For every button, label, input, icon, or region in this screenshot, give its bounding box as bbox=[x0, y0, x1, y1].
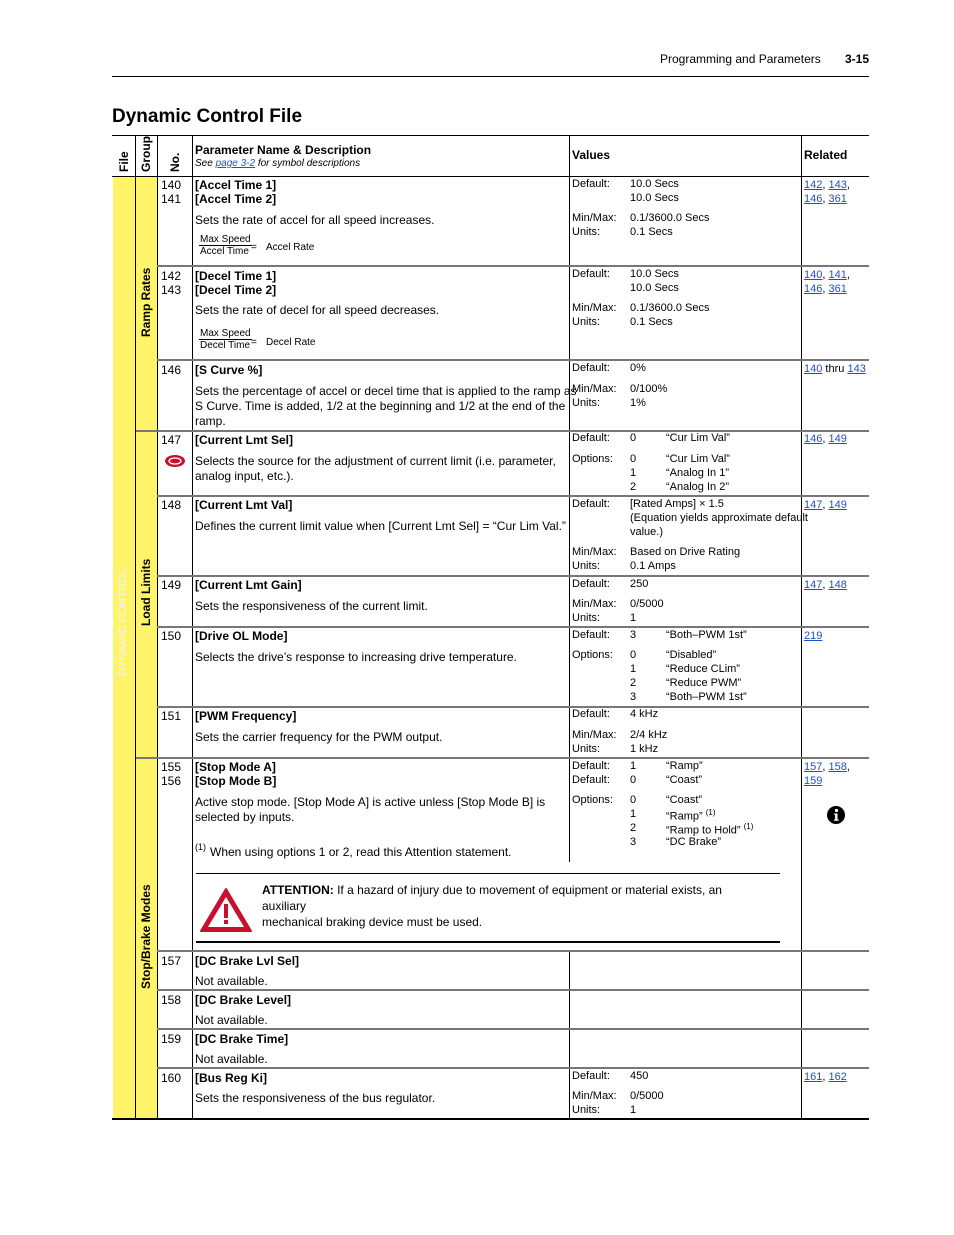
col-header-related: Related bbox=[804, 148, 848, 162]
table-bottom-rule bbox=[112, 1118, 869, 1120]
param-name: [DC Brake Level] bbox=[195, 993, 292, 1007]
param-number: 140 bbox=[161, 178, 182, 192]
param-name: [S Curve %] bbox=[195, 363, 263, 377]
option-text: “DC Brake” bbox=[666, 836, 722, 848]
minmax-value: 0.1/3600.0 Secs bbox=[630, 212, 710, 224]
info-icon bbox=[826, 805, 846, 828]
param-description: ramp. bbox=[195, 414, 226, 428]
param-number: 157 bbox=[161, 954, 182, 968]
param-number: 146 bbox=[161, 363, 182, 377]
param-number: 160 bbox=[161, 1071, 182, 1085]
units-label: Units: bbox=[572, 316, 601, 328]
related-link[interactable]: 161 bbox=[804, 1071, 823, 1083]
symbol-page-link[interactable]: page 3-2 bbox=[215, 158, 256, 169]
attention-bottom-rule bbox=[196, 941, 780, 943]
param-description: Defines the current limit value when [Current Lmt Sel] = “Cur Lim Val.” bbox=[195, 519, 566, 533]
option-text: “Analog In 1” bbox=[666, 467, 729, 479]
default-value: 10.0 Secs bbox=[630, 192, 679, 204]
related-link[interactable]: 147 bbox=[804, 499, 823, 511]
units-value: 0.1 Amps bbox=[630, 560, 676, 572]
minmax-label: Min/Max: bbox=[572, 383, 617, 395]
related-links: 147, 148 bbox=[804, 579, 847, 591]
related-link[interactable]: 159 bbox=[804, 775, 823, 787]
units-value: 1 bbox=[630, 612, 637, 624]
formula-result: Decel Rate bbox=[266, 337, 316, 348]
default-value: 450 bbox=[630, 1070, 649, 1082]
row-rule bbox=[157, 989, 869, 991]
default-label: Default: bbox=[572, 760, 610, 772]
col-rule-values-b bbox=[801, 951, 802, 1120]
units-value: 1% bbox=[630, 397, 646, 409]
related-links: 161, 162 bbox=[804, 1071, 847, 1083]
default-note: value.) bbox=[630, 526, 664, 538]
default-label: Default: bbox=[572, 708, 610, 720]
units-label: Units: bbox=[572, 1104, 601, 1116]
related-link[interactable]: 143 bbox=[847, 363, 866, 375]
col-rule-file bbox=[135, 135, 136, 1120]
related-link[interactable]: 146 bbox=[804, 433, 823, 445]
param-number: 143 bbox=[161, 283, 182, 297]
option-number: 1 bbox=[630, 467, 637, 479]
param-number: 151 bbox=[161, 709, 182, 723]
related-link[interactable]: 140 bbox=[804, 363, 823, 375]
default-label: Default: bbox=[572, 1070, 610, 1082]
param-number: 148 bbox=[161, 498, 182, 512]
param-number: 150 bbox=[161, 629, 182, 643]
option-number: 0 bbox=[630, 794, 637, 806]
related-links: 140 thru 143 bbox=[804, 363, 866, 375]
default-label: Default: bbox=[572, 774, 610, 786]
param-description: Sets the responsiveness of the bus regulator. bbox=[195, 1091, 436, 1105]
param-name: [Current Lmt Val] bbox=[195, 498, 293, 512]
param-description: Sets the carrier frequency for the PWM output. bbox=[195, 730, 443, 744]
row-rule bbox=[157, 495, 869, 497]
default-note: (Equation yields approximate default bbox=[630, 512, 808, 524]
param-number: 141 bbox=[161, 192, 182, 206]
related-link[interactable]: 143 bbox=[828, 179, 847, 191]
minmax-label: Min/Max: bbox=[572, 729, 617, 741]
minmax-value: 2/4 kHz bbox=[630, 729, 668, 741]
param-name: [DC Brake Lvl Sel] bbox=[195, 954, 300, 968]
footnote-mark: (1) bbox=[195, 842, 206, 852]
units-value: 0.1 Secs bbox=[630, 226, 673, 238]
related-link[interactable]: 149 bbox=[828, 499, 847, 511]
related-links: 147, 149 bbox=[804, 499, 847, 511]
formula-equals: = bbox=[251, 337, 257, 348]
option-number: 1 bbox=[630, 663, 637, 675]
page-number: 3-15 bbox=[845, 52, 870, 66]
minmax-label: Min/Max: bbox=[572, 1090, 617, 1102]
option-text: “Both–PWM 1st” bbox=[666, 691, 747, 703]
param-name: [Stop Mode B] bbox=[195, 774, 277, 788]
default-value: 0 bbox=[630, 774, 637, 786]
default-value: 4 kHz bbox=[630, 708, 659, 720]
col-header-name: Parameter Name & Description bbox=[195, 143, 372, 157]
default-value: 3 bbox=[630, 629, 637, 641]
running-header: Programming and Parameters bbox=[660, 52, 821, 66]
param-name: [PWM Frequency] bbox=[195, 709, 297, 723]
param-number: 142 bbox=[161, 269, 182, 283]
row-rule bbox=[157, 626, 869, 628]
option-number: 0 bbox=[630, 649, 637, 661]
default-label: Default: bbox=[572, 498, 610, 510]
row-rule bbox=[157, 1067, 869, 1069]
col-header-no: No. bbox=[168, 152, 182, 172]
param-description: Not available. bbox=[195, 974, 268, 988]
param-description: Selects the source for the adjustment of current limit (i.e. parameter, bbox=[195, 454, 556, 468]
param-description: Not available. bbox=[195, 1013, 268, 1027]
option-number: 2 bbox=[630, 481, 637, 493]
option-number: 2 bbox=[630, 822, 637, 834]
stop-drive-icon bbox=[164, 454, 186, 471]
option-text: “Cur Lim Val” bbox=[666, 453, 730, 465]
options-label: Options: bbox=[572, 794, 613, 806]
header-rule bbox=[112, 76, 869, 77]
col-header-values: Values bbox=[572, 148, 611, 162]
default-value: 0% bbox=[630, 362, 646, 374]
related-link[interactable]: 162 bbox=[828, 1071, 847, 1083]
units-label: Units: bbox=[572, 397, 601, 409]
related-link[interactable]: 158 bbox=[828, 761, 847, 773]
param-name: [Accel Time 1] bbox=[195, 178, 277, 192]
attention-top-rule bbox=[196, 873, 780, 874]
default-text: “Ramp” bbox=[666, 760, 703, 772]
footnote-text: When using options 1 or 2, read this Attention statement. bbox=[210, 845, 512, 859]
related-link[interactable]: 157 bbox=[804, 761, 823, 773]
default-value: 10.0 Secs bbox=[630, 178, 679, 190]
col-rule-values-a bbox=[801, 135, 802, 950]
default-value: 0 bbox=[630, 432, 637, 444]
formula-fraction: Max Speed Accel Time bbox=[200, 234, 251, 257]
related-link[interactable]: 142 bbox=[804, 179, 823, 191]
related-link[interactable]: 361 bbox=[828, 283, 847, 295]
minmax-value: Based on Drive Rating bbox=[630, 546, 741, 558]
related-link[interactable]: 147 bbox=[804, 579, 823, 591]
minmax-label: Min/Max: bbox=[572, 302, 617, 314]
units-label: Units: bbox=[572, 612, 601, 624]
minmax-value: 0/100% bbox=[630, 383, 668, 395]
col-header-file: File bbox=[117, 151, 131, 172]
units-value: 0.1 Secs bbox=[630, 316, 673, 328]
symbol-note: See page 3-2 for symbol descriptions bbox=[195, 158, 361, 169]
minmax-value: 0/5000 bbox=[630, 598, 664, 610]
units-label: Units: bbox=[572, 743, 601, 755]
param-name: [Bus Reg Ki] bbox=[195, 1071, 267, 1085]
default-label: Default: bbox=[572, 432, 610, 444]
option-text: “Ramp” $^{(1)}$ bbox=[666, 808, 716, 823]
units-value: 1 kHz bbox=[630, 743, 659, 755]
group-label-load-limits: Load Limits bbox=[139, 558, 153, 626]
row-rule bbox=[136, 430, 869, 432]
warning-triangle-icon bbox=[199, 886, 253, 937]
option-text: “Reduce PWM” bbox=[666, 677, 742, 689]
header-bottom-rule bbox=[112, 176, 869, 177]
param-name: [Accel Time 2] bbox=[195, 192, 277, 206]
param-number: 155 bbox=[161, 760, 182, 774]
related-link[interactable]: 149 bbox=[828, 433, 847, 445]
param-description: Sets the responsiveness of the current limit. bbox=[195, 599, 428, 613]
related-links: 140, 141, 146, 361 bbox=[804, 269, 850, 295]
default-text: “Coast” bbox=[666, 774, 703, 786]
param-name: [Drive OL Mode] bbox=[195, 629, 288, 643]
related-link[interactable]: 148 bbox=[828, 579, 847, 591]
related-link[interactable]: 140 bbox=[804, 269, 823, 281]
units-value: 1 bbox=[630, 1104, 637, 1116]
col-rule-name-a bbox=[569, 135, 570, 862]
minmax-value: 0.1/3600.0 Secs bbox=[630, 302, 710, 314]
param-description: Selects the drive’s response to increasing drive temperature. bbox=[195, 650, 517, 664]
default-value: 1 bbox=[630, 760, 637, 772]
param-name: [Decel Time 2] bbox=[195, 283, 277, 297]
default-text: “Cur Lim Val” bbox=[666, 432, 730, 444]
param-description: Active stop mode. [Stop Mode A] is active unless [Stop Mode B] is bbox=[195, 795, 546, 809]
param-name: [Stop Mode A] bbox=[195, 760, 276, 774]
row-rule bbox=[157, 265, 869, 267]
option-number: 1 bbox=[630, 808, 637, 820]
related-link[interactable]: 141 bbox=[828, 269, 847, 281]
default-value: 250 bbox=[630, 578, 649, 590]
row-rule bbox=[136, 757, 869, 759]
row-rule bbox=[157, 950, 869, 952]
row-rule bbox=[157, 1028, 869, 1030]
minmax-label: Min/Max: bbox=[572, 598, 617, 610]
param-name: [Current Lmt Sel] bbox=[195, 433, 294, 447]
param-description: selected by inputs. bbox=[195, 810, 295, 824]
default-label: Default: bbox=[572, 178, 610, 190]
param-number: 149 bbox=[161, 578, 182, 592]
param-description: Sets the rate of accel for all speed increases. bbox=[195, 213, 435, 227]
option-text: “Coast” bbox=[666, 794, 703, 806]
page-title: Dynamic Control File bbox=[112, 106, 303, 127]
param-description: Not available. bbox=[195, 1052, 268, 1066]
option-text: “Disabled” bbox=[666, 649, 717, 661]
param-description: Sets the percentage of accel or decel time that is applied to the ramp as bbox=[195, 384, 577, 398]
related-links bbox=[804, 629, 822, 643]
param-number: 158 bbox=[161, 993, 182, 1007]
row-rule bbox=[157, 706, 869, 708]
param-name: [Decel Time 1] bbox=[195, 269, 277, 283]
units-label: Units: bbox=[572, 226, 601, 238]
option-number: 3 bbox=[630, 691, 637, 703]
default-label: Default: bbox=[572, 629, 610, 641]
param-description: Sets the rate of decel for all speed decreases. bbox=[195, 303, 440, 317]
default-label: Default: bbox=[572, 362, 610, 374]
option-text: “Reduce CLim” bbox=[666, 663, 740, 675]
minmax-label: Min/Max: bbox=[572, 546, 617, 558]
default-value: 10.0 Secs bbox=[630, 282, 679, 294]
minmax-label: Min/Max: bbox=[572, 212, 617, 224]
param-description: S Curve. Time is added, 1/2 at the beginning and 1/2 at the end of the bbox=[195, 399, 566, 413]
minmax-value: 0/5000 bbox=[630, 1090, 664, 1102]
default-label: Default: bbox=[572, 578, 610, 590]
param-description: analog input, etc.). bbox=[195, 469, 294, 483]
options-label: Options: bbox=[572, 453, 613, 465]
param-number: 147 bbox=[161, 433, 182, 447]
col-header-group: Group bbox=[139, 136, 153, 172]
option-number: 0 bbox=[630, 453, 637, 465]
param-number: 159 bbox=[161, 1032, 182, 1046]
option-number: 2 bbox=[630, 677, 637, 689]
default-value: 10.0 Secs bbox=[630, 268, 679, 280]
file-label: DYNAMIC CONTROL bbox=[117, 568, 129, 676]
formula-fraction: Max Speed Decel Time bbox=[200, 328, 251, 351]
units-label: Units: bbox=[572, 560, 601, 572]
group-label-stop-brake: Stop/Brake Modes bbox=[139, 884, 153, 989]
option-number: 3 bbox=[630, 836, 637, 848]
group-label-ramp-rates: Ramp Rates bbox=[139, 267, 153, 337]
param-number: 156 bbox=[161, 774, 182, 788]
option-text: “Ramp to Hold” $^{(1)}$ bbox=[666, 822, 754, 837]
col-rule-name-b bbox=[569, 951, 570, 1120]
option-text: “Analog In 2” bbox=[666, 481, 729, 493]
default-label: Default: bbox=[572, 268, 610, 280]
table-top-rule bbox=[112, 135, 869, 136]
related-links: 157, 158, 159 bbox=[804, 761, 850, 787]
related-link[interactable]: 146 bbox=[804, 283, 823, 295]
options-label: Options: bbox=[572, 649, 613, 661]
formula-equals: = bbox=[251, 242, 257, 253]
formula-result: Accel Rate bbox=[266, 242, 315, 253]
param-name: [Current Lmt Gain] bbox=[195, 578, 302, 592]
row-rule bbox=[157, 575, 869, 577]
related-links: 146, 149 bbox=[804, 433, 847, 445]
related-link[interactable]: 146 bbox=[804, 193, 823, 205]
related-link[interactable]: 361 bbox=[828, 193, 847, 205]
default-text: “Both–PWM 1st” bbox=[666, 629, 747, 641]
related-links: 142, 143, 146, 361 bbox=[804, 179, 850, 205]
row-rule bbox=[157, 359, 869, 361]
attention-text: ATTENTION: If a hazard of injury due to movement of equipment or material exists, an auxiliary mechanical braking device must be used. bbox=[262, 883, 722, 929]
related-link[interactable]: 219 bbox=[804, 630, 823, 642]
param-name: [DC Brake Time] bbox=[195, 1032, 289, 1046]
default-value: [Rated Amps] × 1.5 bbox=[630, 498, 724, 510]
